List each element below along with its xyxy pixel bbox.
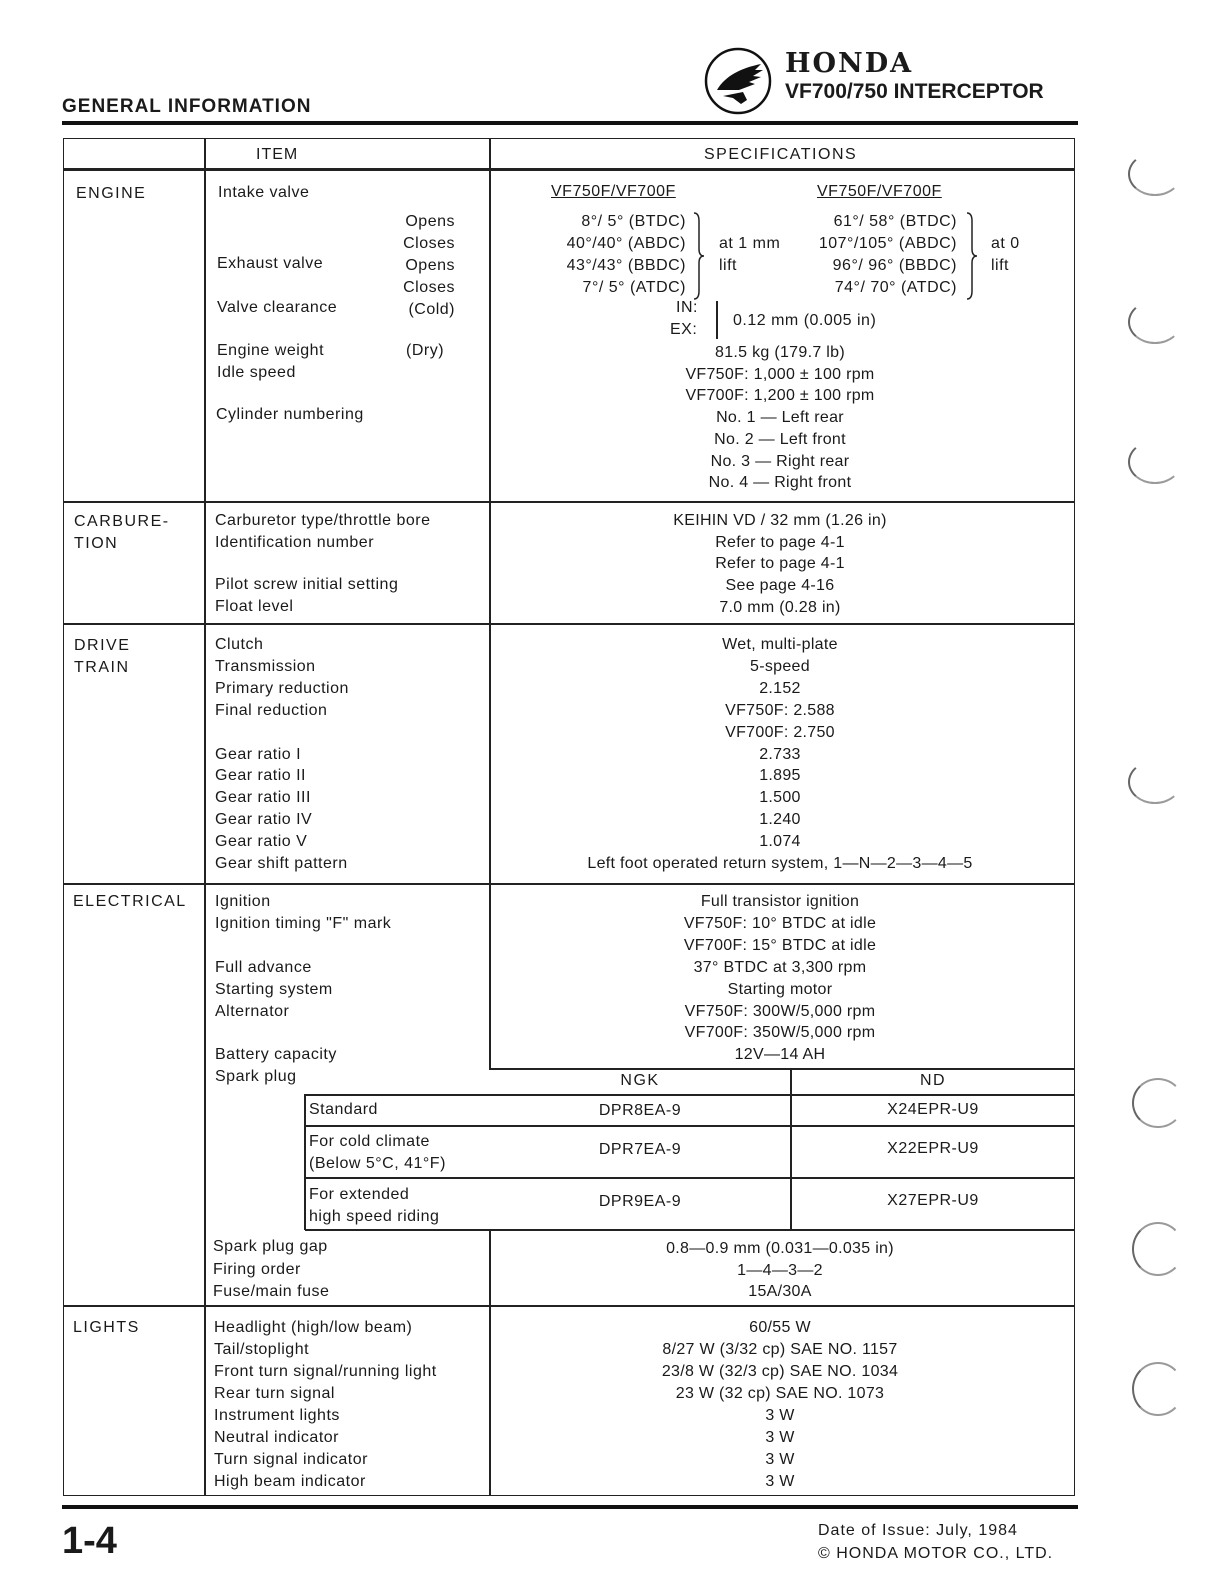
lights-items: Headlight (high/low beam) Tail/stoplight Front turn signal/running light Rear turn signal Instrument lights Neutral indicator Turn signal indicator High beam indicator (214, 1319, 437, 1490)
binder-hole-mark (1132, 1222, 1184, 1276)
drive-train-specs: Wet, multi-plate 5-speed 2.152 VF750F: 2.588 VF700F: 2.750 2.733 1.895 1.500 1.240 1.074 Left foot operated return system, 1—N—2—3—4—5 (587, 636, 973, 873)
engine-sub-labels: Opens Closes Opens Closes (Cold) (403, 213, 455, 318)
plug-standard-nd: X24EPR-U9 (887, 1101, 979, 1118)
category-electrical: ELECTRICAL (73, 893, 187, 910)
item-cylinder-numbering: Cylinder numbering (216, 406, 364, 423)
plug-highspeed-nd: X27EPR-U9 (887, 1192, 979, 1209)
item-valve-clearance: Valve clearance (217, 299, 338, 316)
electrical-items-lower: Spark plug gap Firing order Fuse/main fuse (213, 1238, 330, 1300)
category-engine: ENGINE (76, 185, 147, 202)
drive-train-items: Clutch Transmission Primary reduction Final reduction Gear ratio I Gear ratio II Gear ratio III Gear ratio IV Gear ratio V Gear shift pattern (215, 636, 349, 873)
binder-hole-mark (1132, 1078, 1184, 1128)
plug-row-line (305, 1094, 1075, 1096)
plug-row-line (305, 1125, 1075, 1127)
plug-label-divider (304, 1094, 306, 1230)
binder-hole-mark (1132, 1362, 1184, 1416)
col-item-heading: ITEM (256, 146, 299, 163)
divider-spec-lower (489, 1230, 491, 1496)
brace-left-icon (692, 211, 706, 301)
date-of-issue: Date of Issue: July, 1984 (818, 1522, 1018, 1539)
clearance-ex-label: EX: (670, 321, 698, 338)
carburetion-specs: KEIHIN VD / 32 mm (1.26 in) Refer to page 4-1 Refer to page 4-1 See page 4-16 7.0 mm (0.28 in) (673, 512, 887, 616)
plug-cold-label: For cold climate (Below 5°C, 41°F) (309, 1133, 446, 1172)
binder-hole-mark (1128, 760, 1182, 804)
plug-row-line (305, 1177, 1075, 1179)
header-row-line (63, 168, 1075, 171)
category-carburetion: CARBURE- TION (74, 513, 170, 552)
timing-left-values: 8°/ 5° (BTDC) 40°/40° (ABDC) 43°/43° (BBDC) 7°/ 5° (ATDC) (566, 213, 686, 296)
honda-wing-logo-icon (703, 46, 773, 116)
header-rule (62, 121, 1078, 125)
electrical-specs-lower: 0.8—0.9 mm (0.031—0.035 in) 1—4—3—2 15A/30A (666, 1240, 894, 1300)
plug-highspeed-label: For extended high speed riding (309, 1186, 440, 1225)
copyright: © HONDA MOTOR CO., LTD. (818, 1545, 1054, 1562)
row-line-carburetion (63, 623, 1075, 625)
timing-head-right: VF750F/VF700F (817, 183, 942, 200)
brand-name: HONDA (785, 48, 914, 79)
plug-cold-nd: X22EPR-U9 (887, 1140, 979, 1157)
electrical-specs: Full transistor ignition VF750F: 10° BTDC at idle VF700F: 15° BTDC at idle 37° BTDC at 3,300 rpm Starting motor VF750F: 300W/5,000 rpm VF700F: 350W/5,000 rpm 12V—14 AH (683, 893, 877, 1064)
section-title: GENERAL INFORMATION (62, 96, 312, 117)
item-idle-speed: Idle speed (217, 364, 296, 381)
plug-table-top (489, 1068, 1075, 1070)
plug-head-nd: ND (919, 1072, 947, 1089)
item-exhaust-valve: Exhaust valve (217, 255, 324, 272)
category-drive-train: DRIVE TRAIN (74, 637, 131, 676)
page-number: 1-4 (62, 1520, 117, 1562)
row-line-electrical (63, 1305, 1075, 1307)
carburetion-items: Carburetor type/throttle bore Identification number Pilot screw initial setting Float level (215, 512, 431, 615)
divider-spec-upper (489, 138, 491, 1070)
binder-hole-mark (1128, 300, 1182, 344)
plug-cold-ngk: DPR7EA-9 (598, 1141, 682, 1158)
model-name: VF700/750 INTERCEPTOR (785, 80, 1044, 103)
row-line-drive (63, 883, 1075, 885)
timing-left-note: at 1 mm lift (719, 235, 781, 274)
row-line-engine (63, 501, 1075, 503)
clearance-in-label: IN: (676, 299, 698, 316)
category-lights: LIGHTS (73, 1319, 140, 1336)
lights-specs: 60/55 W 8/27 W (3/32 cp) SAE NO. 1157 23/8 W (32/3 cp) SAE NO. 1034 23 W (32 cp) SAE NO. 1073 3 W 3 W 3 W 3 W (661, 1319, 899, 1490)
electrical-items: Ignition Ignition timing "F" mark Full advance Starting system Alternator Battery capacity Spark plug (215, 893, 392, 1086)
divider-item (204, 138, 206, 1496)
item-intake-valve: Intake valve (218, 184, 310, 201)
clearance-bracket (716, 301, 718, 339)
col-spec-heading: SPECIFICATIONS (704, 146, 858, 163)
binder-hole-mark (1128, 152, 1182, 196)
plug-row-line (305, 1229, 1075, 1231)
timing-right-note: at 0 lift (991, 235, 1020, 274)
timing-head-left: VF750F/VF700F (551, 183, 676, 200)
plug-head-ngk: NGK (620, 1072, 660, 1089)
plug-standard-label: Standard (309, 1101, 378, 1118)
engine-weight-sub: (Dry) (406, 342, 445, 359)
clearance-value: 0.12 mm (0.005 in) (733, 312, 877, 329)
brace-right-icon (965, 211, 979, 301)
engine-specs: 81.5 kg (179.7 lb) VF750F: 1,000 ± 100 rpm VF700F: 1,200 ± 100 rpm No. 1 — Left rear No. 2 — Left front No. 3 — Right rear No. 4 — Right front (685, 344, 875, 492)
plug-standard-ngk: DPR8EA-9 (598, 1102, 682, 1119)
item-engine-weight: Engine weight (217, 342, 325, 359)
timing-right-values: 61°/ 58° (BTDC) 107°/105° (ABDC) 96°/ 96° (BBDC) 74°/ 70° (ATDC) (818, 213, 957, 296)
plug-highspeed-ngk: DPR9EA-9 (598, 1193, 682, 1210)
binder-hole-mark (1128, 440, 1182, 484)
footer-rule (62, 1505, 1078, 1509)
